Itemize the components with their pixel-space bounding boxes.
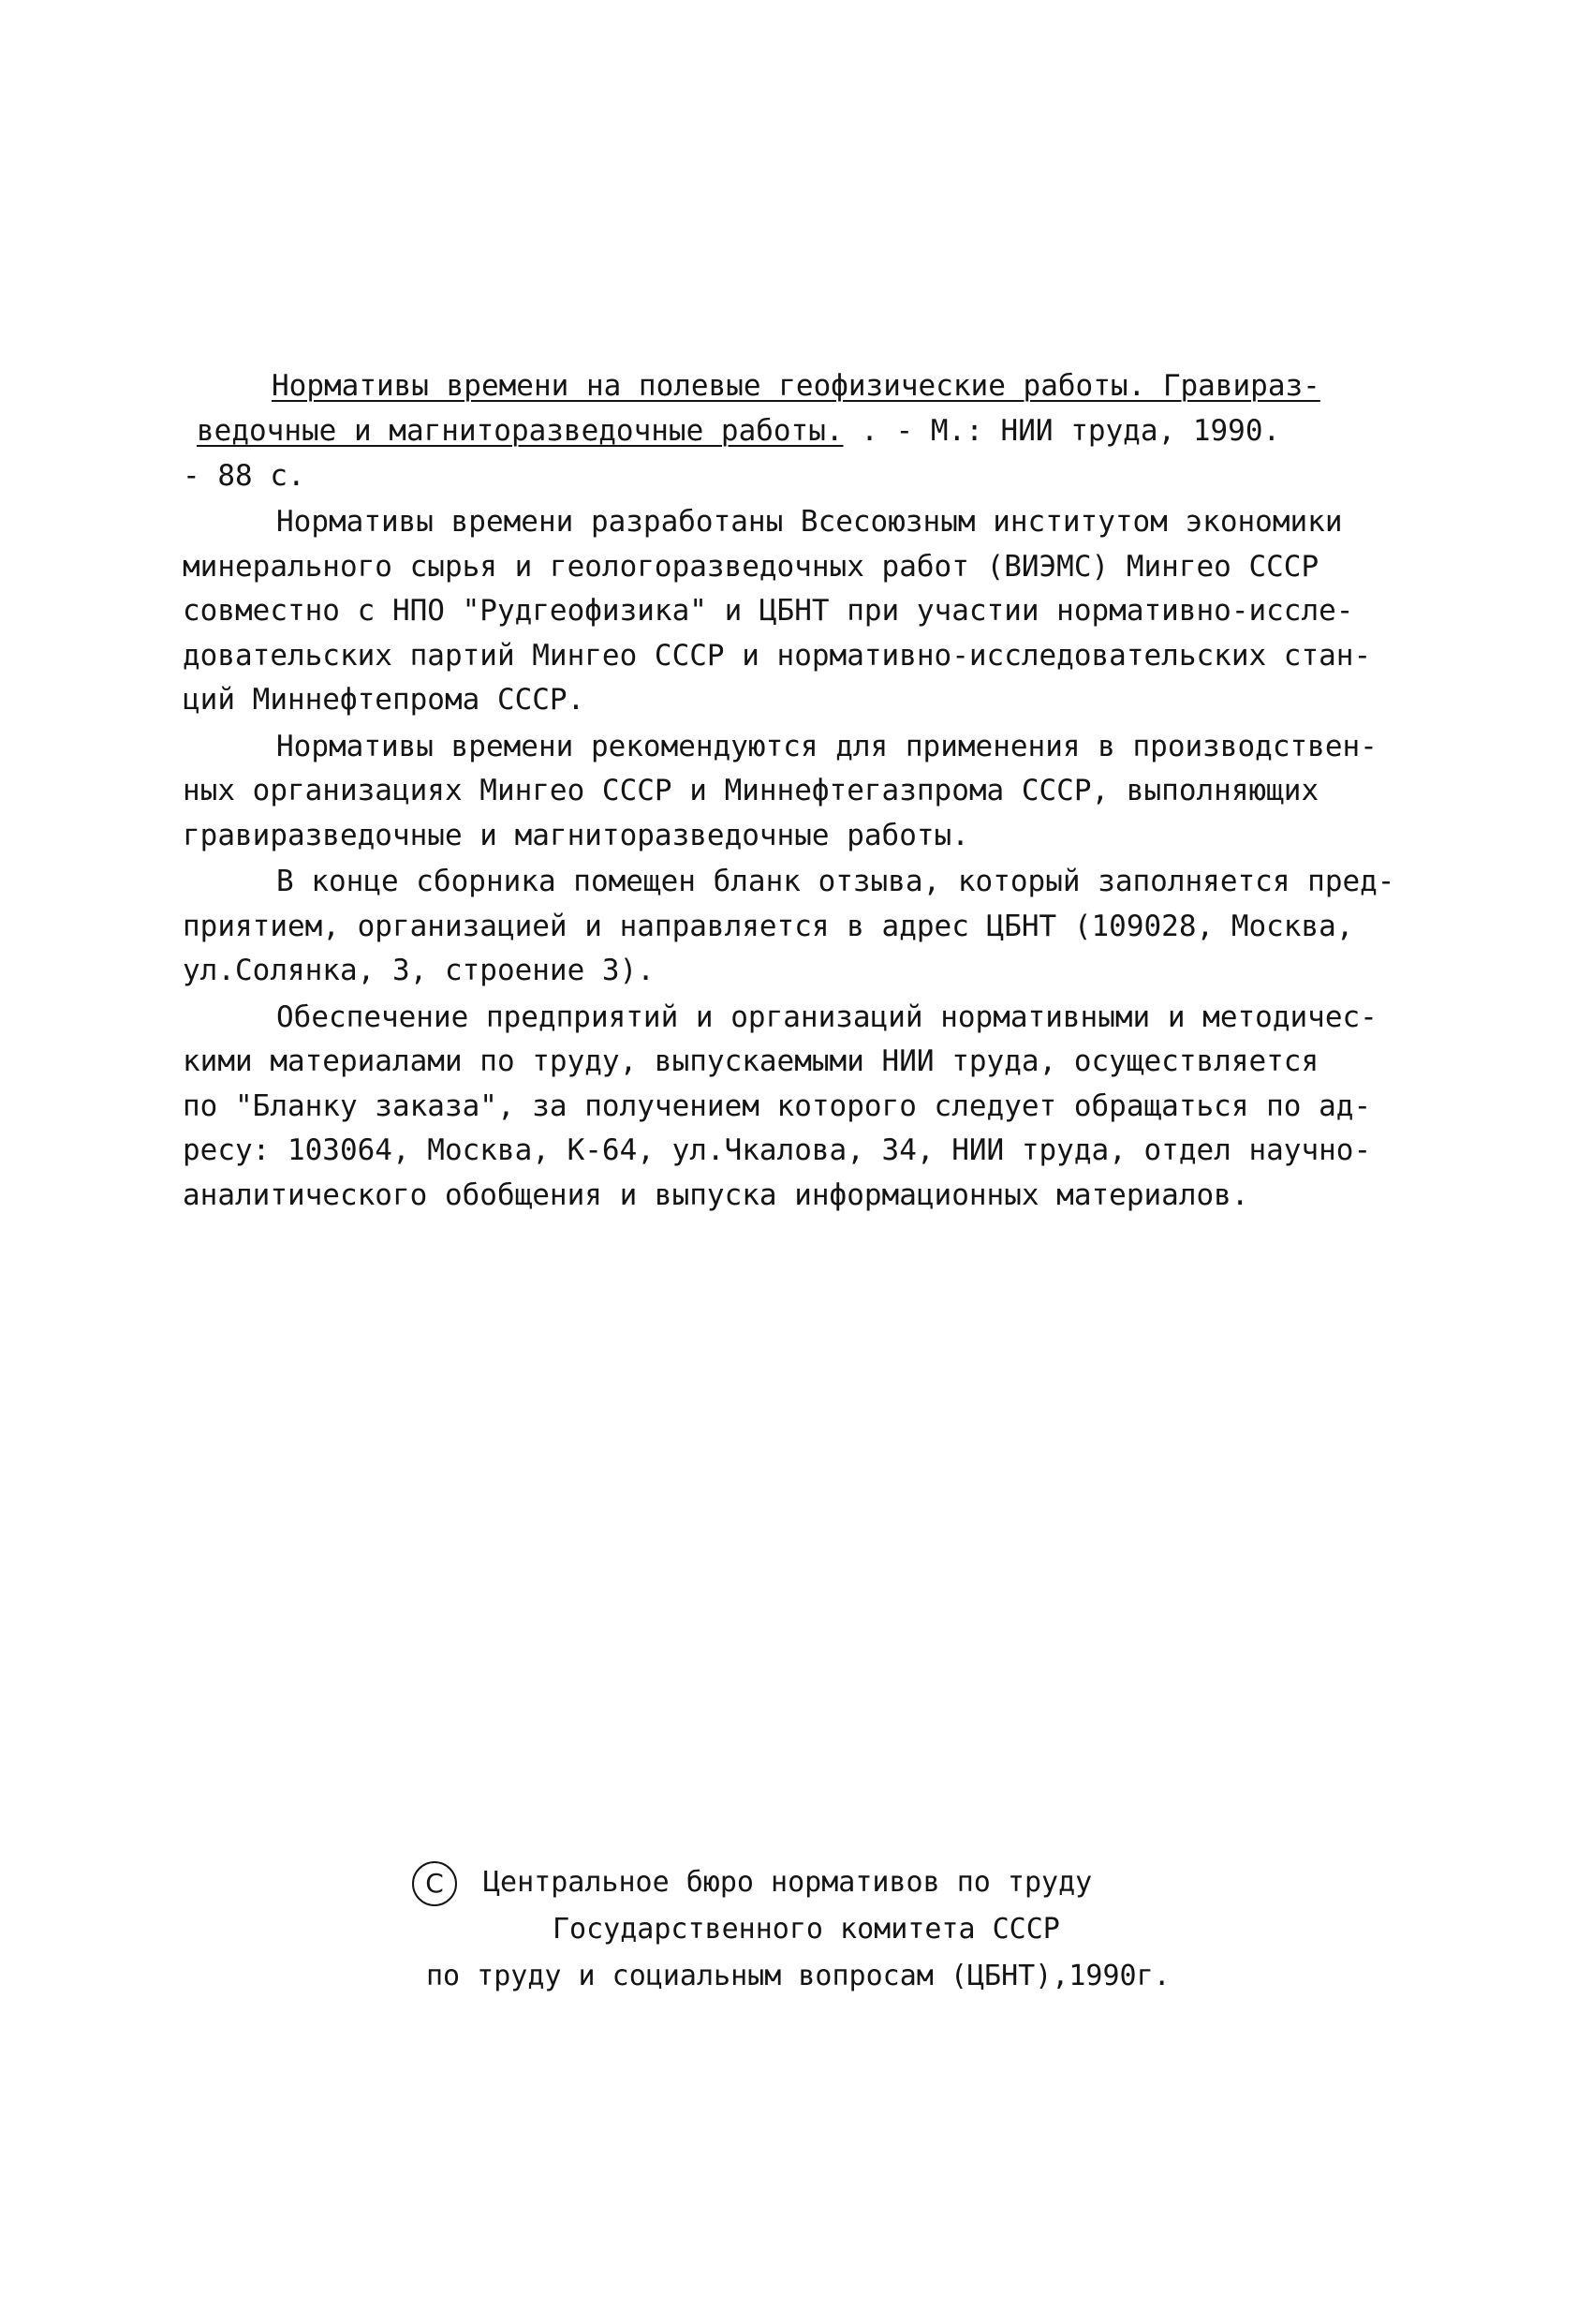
- paragraph-recommendation: [183, 725, 1437, 859]
- paragraph-line: по "Бланку заказа", за получением которого следует обращаться по ад-: [183, 1088, 1372, 1123]
- bibliography-title-line-1: [183, 363, 1419, 408]
- copyright-icon: C: [412, 1861, 457, 1906]
- body-text: [183, 500, 1437, 1220]
- paragraph-line: Нормативы времени рекомендуются для применения в производствен-: [276, 729, 1378, 763]
- paragraph-line: Обеспечение предприятий и организаций нормативными и методичес-: [276, 999, 1378, 1034]
- copyright-line-1: [412, 1859, 1255, 1906]
- copyright-line-3: по труду и социальным вопросам (ЦБНТ),1990г.: [426, 1960, 1171, 1992]
- paragraph-line: В конце сборника помещен бланк отзыва, который заполняется пред-: [276, 865, 1395, 898]
- paragraph-line: совместно с НПО "Рудгеофизика" и ЦБНТ при участии нормативно-иссле-: [183, 594, 1354, 628]
- paragraph-line: ул.Солянка, 3, строение 3).: [183, 954, 655, 987]
- paragraph-authors: [183, 500, 1437, 723]
- paragraph-line: Нормативы времени разработаны Всесоюзным институтом экономики: [276, 505, 1343, 539]
- paragraph-line: ций Миннефтепрома СССР.: [183, 683, 585, 717]
- paragraph-line: кими материалами по труду, выпускаемыми НИИ труда, осуществляется: [183, 1044, 1319, 1078]
- bibliography-title-line-2: [183, 408, 1419, 453]
- bibliography-title-part-2: ведочные и магниторазведочные работы.: [197, 414, 844, 448]
- paragraph-line: минерального сырья и геологоразведочных работ (ВИЭМС) Мингео СССР: [183, 549, 1319, 584]
- paragraph-line: аналитического обобщения и выпуска информационных материалов.: [183, 1177, 1249, 1212]
- copyright-block: [412, 1859, 1255, 2000]
- bibliographic-record: [183, 363, 1419, 498]
- bibliography-title-part-1: Нормативы времени на полевые геофизические работы. Гравираз-: [272, 369, 1320, 403]
- paragraph-ordering: [183, 996, 1437, 1219]
- paragraph-line: гравиразведочные и магниторазведочные работы.: [183, 818, 969, 852]
- paragraph-feedback-form: [183, 860, 1437, 994]
- bibliography-publisher: . - М.: НИИ труда, 1990.: [843, 414, 1281, 448]
- copyright-organization: Центральное бюро нормативов по труду: [483, 1866, 1093, 1899]
- paragraph-line: приятием, организацией и направляется в адрес ЦБНТ (109028, Москва,: [183, 909, 1354, 943]
- paragraph-line: довательских партий Мингео СССР и нормативно-исследовательских стан-: [183, 638, 1372, 673]
- copyright-line-2: Государственного комитета СССР: [553, 1913, 1060, 1946]
- bibliography-pages: - 88 с.: [183, 459, 305, 493]
- paragraph-line: ных организациях Мингео СССР и Миннефтегазпрома СССР, выполняющих: [183, 774, 1319, 807]
- paragraph-line: ресу: 103064, Москва, К-64, ул.Чкалова, 34, НИИ труда, отдел научно-: [183, 1133, 1372, 1167]
